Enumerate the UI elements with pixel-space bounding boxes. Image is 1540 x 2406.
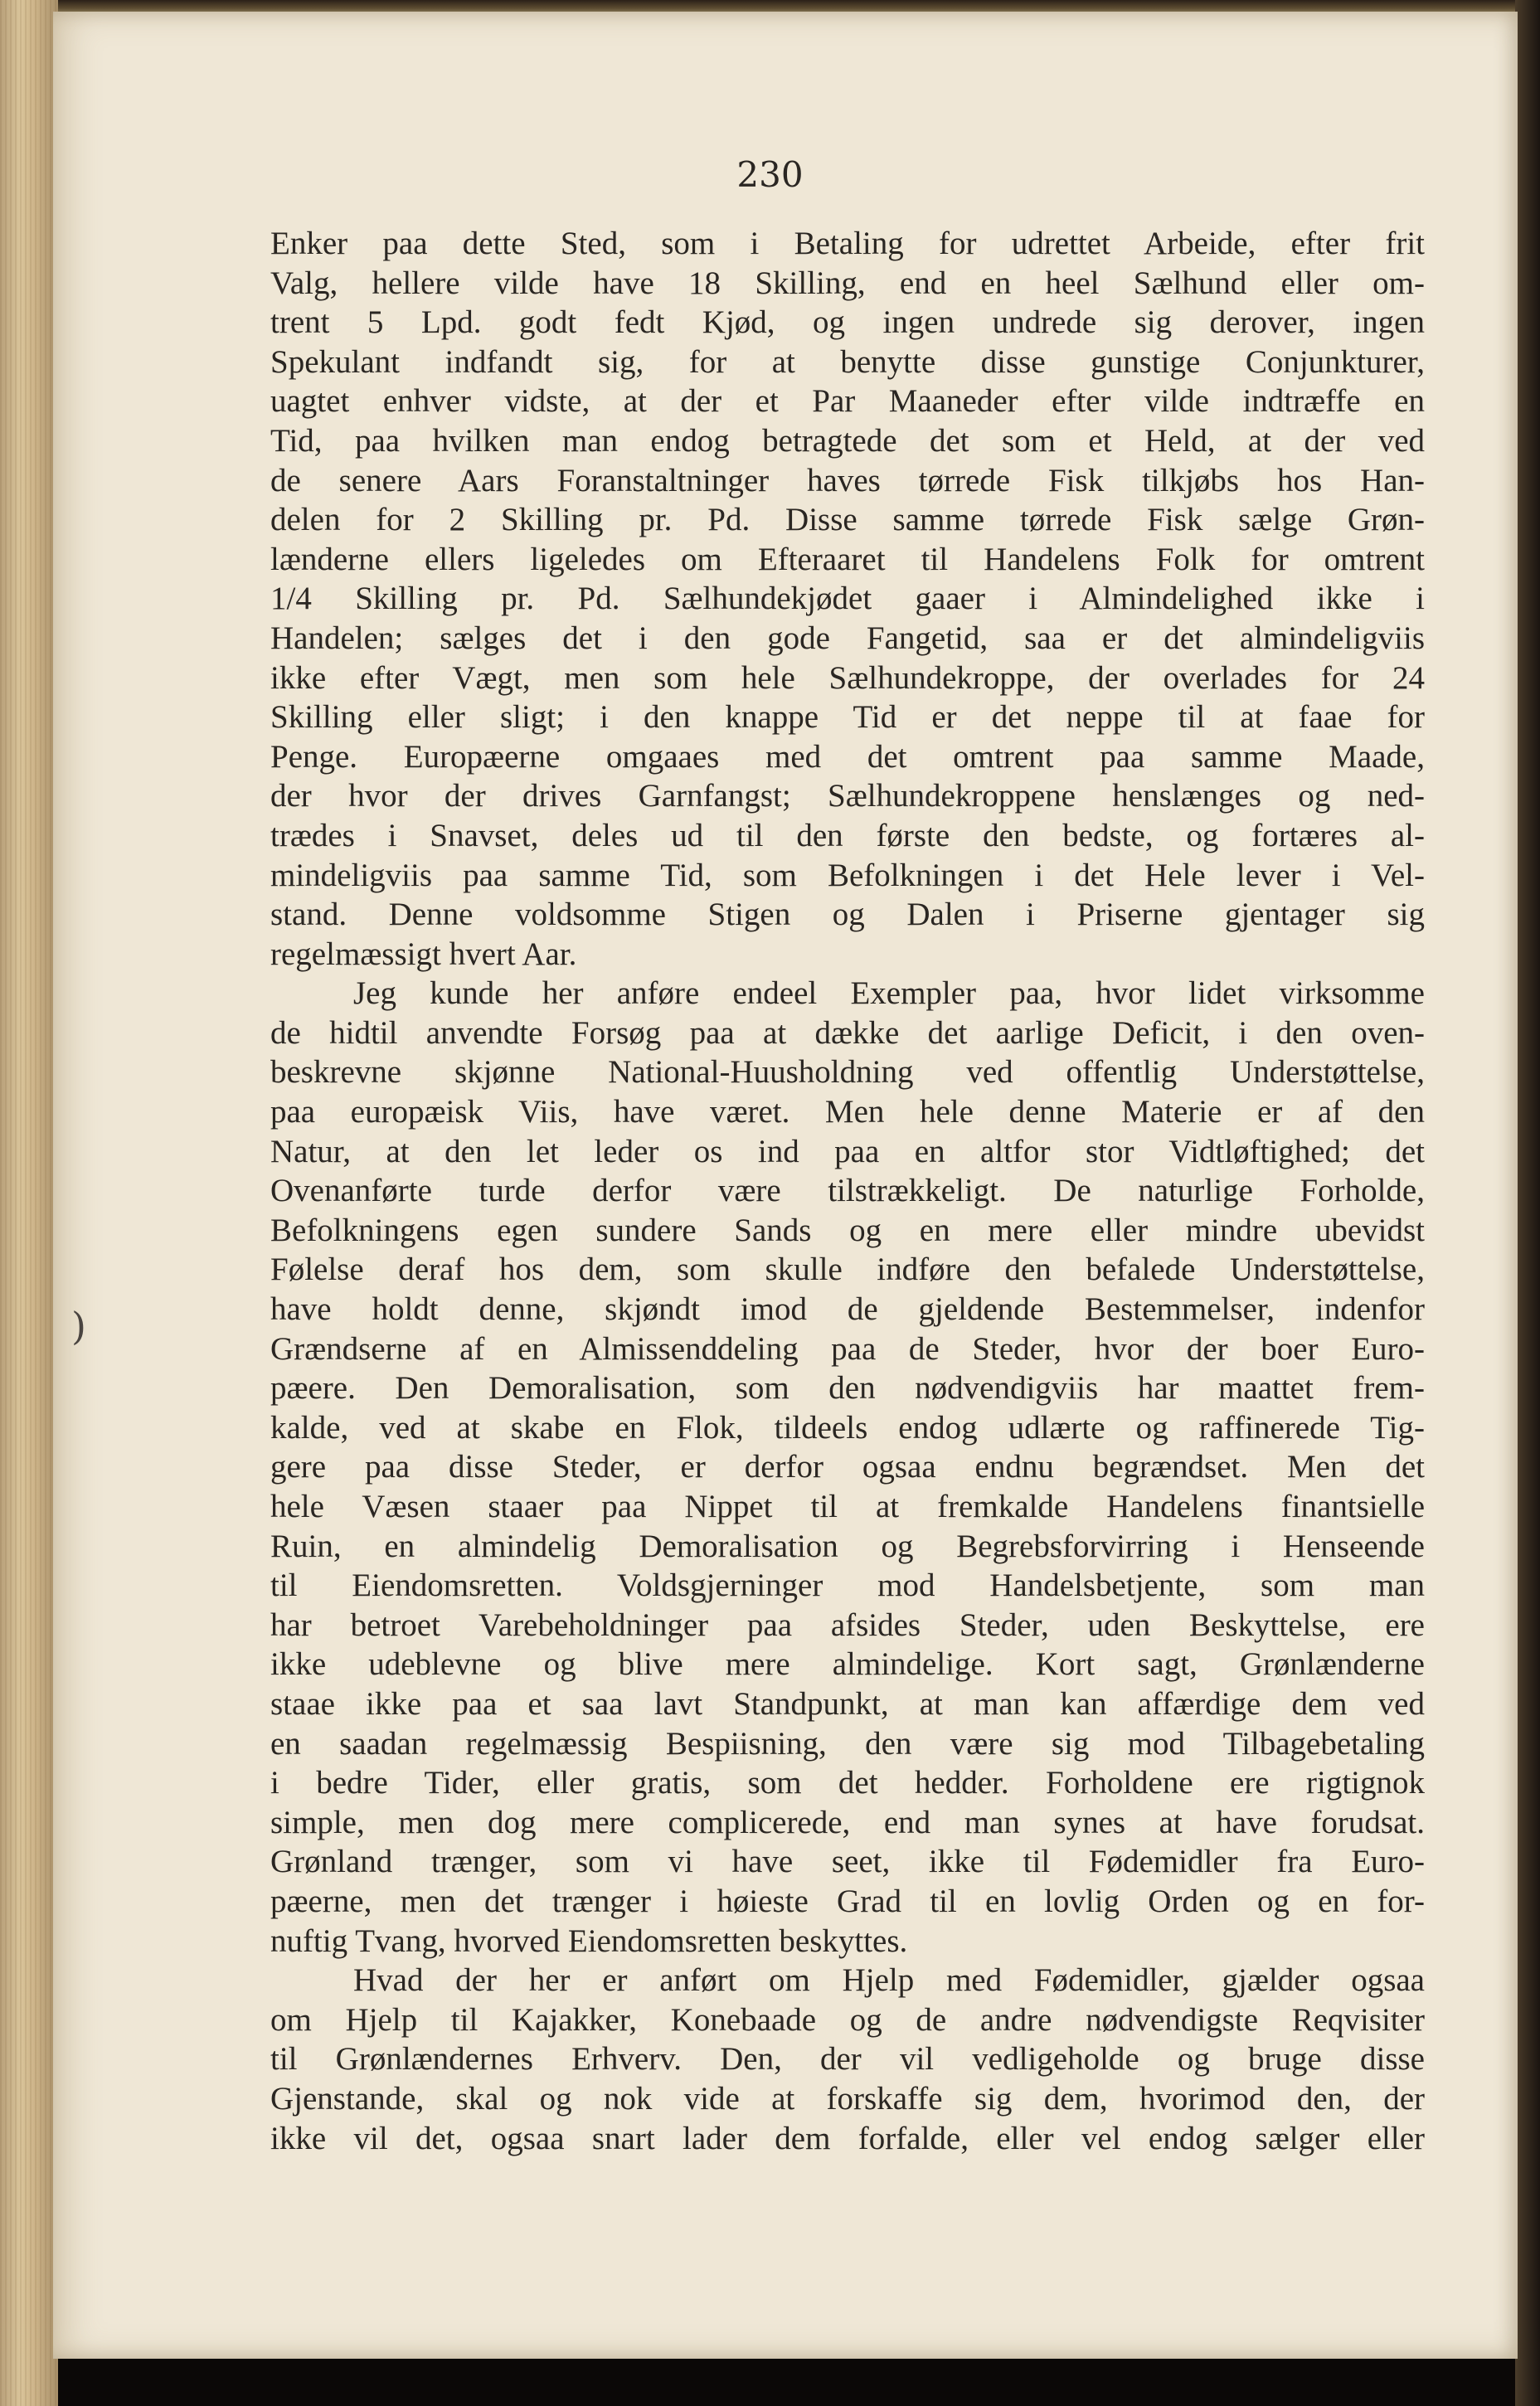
text-line: kalde, ved at skabe en Flok, tildeels endog udlærte og raffinerede Tig- <box>270 1409 1425 1446</box>
text-line: trent 5 Lpd. godt fedt Kjød, og ingen undrede sig derover, ingen <box>270 304 1425 341</box>
text-line: Jeg kunde her anføre endeel Exempler paa, hvor lidet virksomme <box>353 975 1425 1012</box>
text-line: paa europæisk Viis, have været. Men hele denne Materie er af den <box>270 1094 1425 1130</box>
text-line: ikke udeblevne og blive mere almindelige. Kort sagt, Grønlænderne <box>270 1646 1425 1683</box>
page-number: 230 <box>736 154 804 195</box>
text-line: Grændserne af en Almissenddeling paa de Steder, hvor der boer Euro- <box>270 1330 1425 1367</box>
text-line: de hidtil anvendte Forsøg paa at dække det aarlige Deficit, i den oven- <box>270 1014 1425 1051</box>
text-line: pæere. Den Demoralisation, som den nødvendigviis har maattet frem- <box>270 1370 1425 1407</box>
text-line: Befolkningens egen sundere Sands og en mere eller mindre ubevidst <box>270 1212 1425 1248</box>
text-line: Handelen; sælges det i den gode Fangetid, saa er det almindeligviis <box>270 620 1425 656</box>
text-line: Ovenanførte turde derfor være tilstrækkeligt. De naturlige Forholde, <box>270 1173 1425 1209</box>
text-line: Spekulant indfandt sig, for at benytte disse gunstige Conjunkturer, <box>270 343 1425 380</box>
text-line: ikke efter Vægt, men som hele Sælhundekroppe, der overlades for 24 <box>270 659 1425 696</box>
text-line: pæerne, men det trænger i høieste Grad til en lovlig Orden og en for- <box>270 1883 1425 1919</box>
text-line: Gjenstande, skal og nok vide at forskaffe sig dem, hvorimod den, der <box>270 2080 1425 2117</box>
text-line: Grønland trænger, som vi have seet, ikke til Fødemidler fra Euro- <box>270 1844 1425 1880</box>
text-line: Natur, at den let leder os ind paa en altfor stor Vidtløftighed; det <box>270 1133 1425 1169</box>
text-line: om Hjelp til Kajakker, Konebaade og de andre nødvendigste Reqvisiter <box>270 2001 1425 2038</box>
text-line: en saadan regelmæssig Bespiisning, den være sig mod Tilbagebetaling <box>270 1725 1425 1762</box>
text-line: Penge. Europæerne omgaaes med det omtrent paa samme Maade, <box>270 738 1425 775</box>
text-line: gere paa disse Steder, er derfor ogsaa endnu begrændset. Men det <box>270 1449 1425 1485</box>
text-line: delen for 2 Skilling pr. Pd. Disse samme tørrede Fisk sælge Grøn- <box>270 502 1425 538</box>
text-line: beskrevne skjønne National-Huusholdning ved offentlig Understøttelse, <box>270 1054 1425 1091</box>
text-line: Følelse deraf hos dem, som skulle indføre den befalede Understøttelse, <box>270 1252 1425 1288</box>
text-line: mindeligviis paa samme Tid, som Befolkningen i det Hele lever i Vel- <box>270 857 1425 893</box>
text-line: de senere Aars Foranstaltninger haves tørrede Fisk tilkjøbs hos Han- <box>270 462 1425 498</box>
text-line: Ruin, en almindelig Demoralisation og Begrebsforvirring i Henseende <box>270 1528 1425 1564</box>
text-line: ikke vil det, ogsaa snart lader dem forfalde, eller vel endog sælger eller <box>270 2120 1425 2156</box>
margin-mark: ) <box>71 1304 86 1349</box>
text-line: Tid, paa hvilken man endog betragtede det som et Held, at der ved <box>270 422 1425 459</box>
text-line: har betroet Varebeholdninger paa afsides Steder, uden Beskyttelse, ere <box>270 1606 1425 1643</box>
text-line: uagtet enhver vidste, at der et Par Maaneder efter vilde indtræffe en <box>270 383 1425 420</box>
text-line: trædes i Snavset, deles ud til den første den bedste, og fortæres al- <box>270 817 1425 853</box>
text-line: nuftig Tvang, hvorved Eiendomsretten beskyttes. <box>270 1922 908 1959</box>
text-line: Enker paa dette Sted, som i Betaling for udrettet Arbeide, efter frit <box>270 226 1425 261</box>
text-line: regelmæssigt hvert Aar. <box>270 936 577 972</box>
text-line: i bedre Tider, eller gratis, som det hedder. Forholdene ere rigtignok <box>270 1765 1425 1801</box>
text-line: Valg, hellere vilde have 18 Skilling, end en heel Sælhund eller om- <box>270 265 1425 301</box>
text-line: simple, men dog mere complicerede, end man synes at have forudsat. <box>270 1804 1425 1840</box>
text-line: staae ikke paa et saa lavt Standpunkt, at man kan affærdige dem ved <box>270 1685 1425 1722</box>
text-line: hele Væsen staaer paa Nippet til at fremkalde Handelens finantsielle <box>270 1489 1425 1524</box>
text-line: der hvor der drives Garnfangst; Sælhundekroppene henslænges og ned- <box>270 778 1425 814</box>
body-text <box>270 224 1425 2158</box>
text-line: lænderne ellers ligeledes om Efteraaret til Handelens Folk for omtrent <box>270 541 1425 577</box>
text-line: Hvad der her er anført om Hjelp med Fødemidler, gjælder ogsaa <box>353 1962 1425 1999</box>
text-line: have holdt denne, skjøndt imod de gjeldende Bestemmelser, indenfor <box>270 1291 1425 1328</box>
page-stack-lines <box>0 0 58 2406</box>
text-line: til Eiendomsretten. Voldsgjerninger mod Handelsbetjente, som man <box>270 1568 1425 1604</box>
book-right-edge <box>1515 0 1540 2406</box>
text-line: Skilling eller sligt; i den knappe Tid er det neppe til at faae for <box>270 699 1425 736</box>
text-line: til Grønlændernes Erhverv. Den, der vil vedligeholde og bruge disse <box>270 2041 1425 2078</box>
text-line: stand. Denne voldsomme Stigen og Dalen i Priserne gjentager sig <box>270 897 1425 933</box>
text-line: 1/4 Skilling pr. Pd. Sælhundekjødet gaaer i Almindelighed ikke i <box>270 581 1425 617</box>
